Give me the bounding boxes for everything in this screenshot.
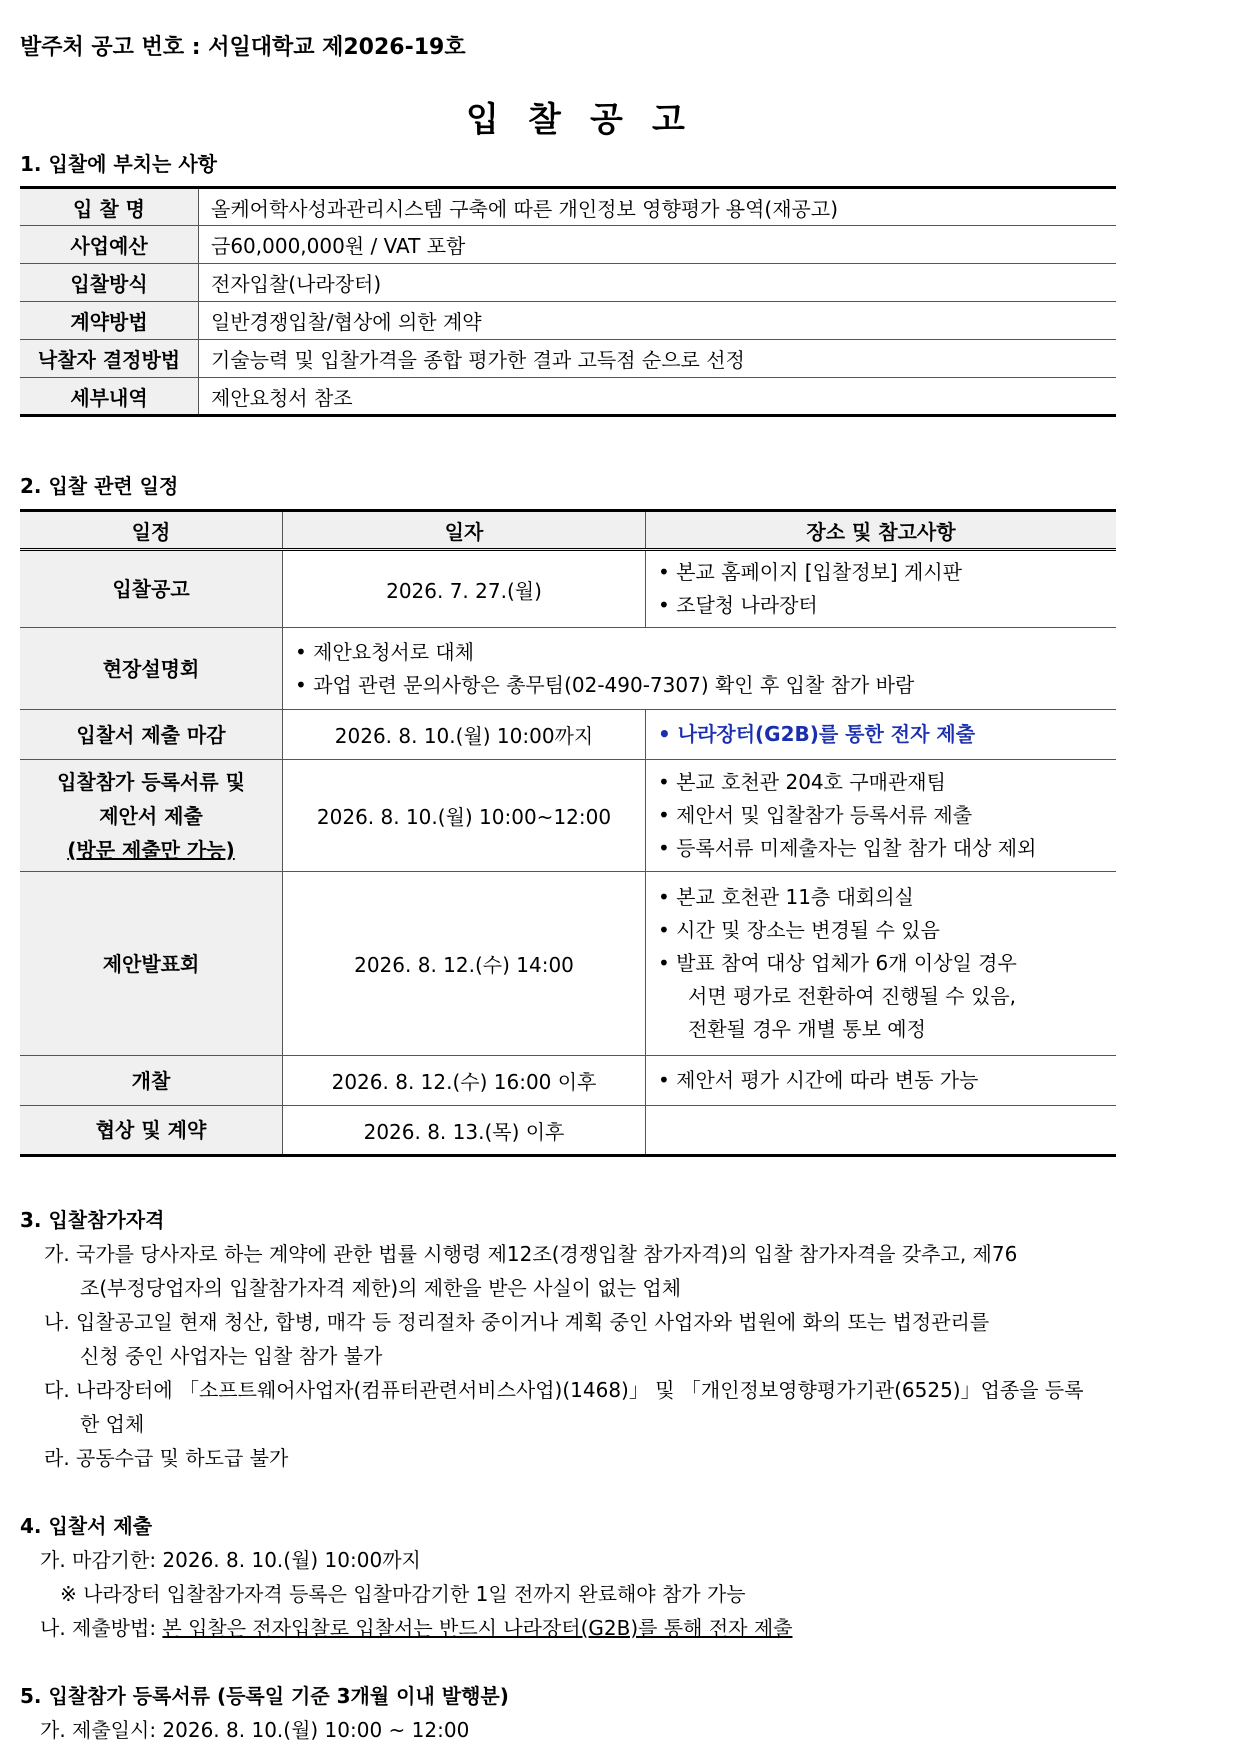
note-item: • 과업 관련 문의사항은 총무팀(02-490-7307) 확인 후 입찰 참가 바람 — [295, 669, 1116, 702]
schedule-notes — [646, 1106, 1117, 1156]
schedule-date: 2026. 8. 10.(월) 10:00~12:00 — [283, 760, 646, 872]
qualification-item-cont: 한 업체 — [80, 1412, 145, 1436]
method-value: 본 입찰은 전자입찰로 입찰서는 반드시 나라장터(G2B)를 통해 전자 제출 — [162, 1616, 793, 1640]
table-row — [20, 550, 1116, 628]
table-row — [20, 1106, 1116, 1156]
section5-heading: 5. 입찰참가 등록서류 (등록일 기준 3개월 이내 발행분) — [20, 1684, 509, 1708]
schedule-name: 입찰서 제출 마감 — [20, 710, 283, 760]
note-item: • 본교 호천관 11층 대회의실 — [658, 881, 1116, 914]
table-row — [20, 264, 1116, 302]
method-line — [40, 1612, 792, 1641]
title-char: 공 — [590, 100, 623, 140]
row-value: 일반경쟁입찰/협상에 의한 계약 — [199, 302, 1117, 340]
notice-number: 발주처 공고 번호 : 서일대학교 제2026-19호 — [20, 35, 466, 60]
note-item: • 발표 참여 대상 업체가 6개 이상일 경우 — [658, 947, 1116, 980]
schedule-name: 협상 및 계약 — [20, 1106, 283, 1156]
table-row — [20, 628, 1116, 710]
table-row — [20, 760, 1116, 872]
column-header: 장소 및 참고사항 — [646, 511, 1117, 550]
deadline-line: 가. 마감기한: 2026. 8. 10.(월) 10:00까지 — [40, 1548, 421, 1572]
row-value: 금60,000,000원 / VAT 포함 — [199, 226, 1117, 264]
note-continuation: 전환될 경우 개별 통보 예정 — [688, 1017, 926, 1041]
table-row — [20, 710, 1116, 760]
table-row — [20, 340, 1116, 378]
schedule-date: 2026. 7. 27.(월) — [283, 550, 646, 628]
note-item: • 등록서류 미제출자는 입찰 참가 대상 제외 — [658, 832, 1116, 865]
note-continuation: 서면 평가로 전환하여 진행될 수 있음, — [688, 984, 1016, 1008]
table-header-row — [20, 511, 1116, 550]
section3-heading: 3. 입찰참가자격 — [20, 1208, 165, 1232]
row-key: 사업예산 — [20, 226, 199, 264]
schedule-table — [20, 509, 1116, 1157]
schedule-notes — [646, 550, 1117, 628]
schedule-name: 현장설명회 — [20, 628, 283, 710]
name-line: 입찰참가 등록서류 및 — [57, 769, 245, 794]
schedule-notes — [646, 710, 1117, 760]
title-char: 입 — [466, 100, 499, 140]
schedule-date: 2026. 8. 12.(수) 16:00 이후 — [283, 1056, 646, 1106]
row-key: 입찰방식 — [20, 264, 199, 302]
schedule-date: 2026. 8. 10.(월) 10:00까지 — [283, 710, 646, 760]
table-row — [20, 226, 1116, 264]
note-item: • 제안요청서로 대체 — [295, 636, 1116, 669]
schedule-name: 개찰 — [20, 1056, 283, 1106]
bid-summary-table — [20, 186, 1116, 417]
qualification-item: 나. 입찰공고일 현재 청산, 합병, 매각 등 정리절차 중이거나 계획 중인 사업자와 법원에 화의 또는 법정관리를 — [44, 1310, 990, 1334]
schedule-date: 2026. 8. 12.(수) 14:00 — [283, 872, 646, 1056]
submission-time-line: 가. 제출일시: 2026. 8. 10.(월) 10:00 ~ 12:00 — [40, 1718, 470, 1742]
schedule-name: 입찰공고 — [20, 550, 283, 628]
qualification-item-cont: 신청 중인 사업자는 입찰 참가 불가 — [80, 1344, 383, 1368]
section1-heading: 1. 입찰에 부치는 사항 — [20, 152, 217, 176]
schedule-notes — [646, 872, 1117, 1056]
note-item: • 본교 호천관 204호 구매관재팀 — [658, 766, 1116, 799]
column-header: 일정 — [20, 511, 283, 550]
title-char: 찰 — [528, 100, 561, 140]
row-key: 입 찰 명 — [20, 188, 199, 226]
section2-heading: 2. 입찰 관련 일정 — [20, 474, 179, 498]
table-row — [20, 302, 1116, 340]
row-value: 전자입찰(나라장터) — [199, 264, 1117, 302]
schedule-notes — [646, 1056, 1117, 1106]
schedule-name: 제안발표회 — [20, 872, 283, 1056]
row-value: 기술능력 및 입찰가격을 종합 평가한 결과 고득점 순으로 선정 — [199, 340, 1117, 378]
row-key: 낙찰자 결정방법 — [20, 340, 199, 378]
schedule-notes — [646, 760, 1117, 872]
row-value: 올케어학사성과관리시스템 구축에 따른 개인정보 영향평가 용역(재공고) — [199, 188, 1117, 226]
row-key: 계약방법 — [20, 302, 199, 340]
table-row — [20, 872, 1116, 1056]
qualification-item: 라. 공동수급 및 하도급 불가 — [44, 1446, 289, 1470]
note-item: • 조달청 나라장터 — [658, 589, 1116, 622]
note-item: • 시간 및 장소는 변경될 수 있음 — [658, 914, 1116, 947]
note-item: • 나라장터(G2B)를 통한 전자 제출 — [658, 718, 1116, 751]
qualification-item: 다. 나라장터에 「소프트웨어사업자(컴퓨터관련서비스사업)(1468)」 및 「개인정보영향평가기관(6525)」업종을 등록 — [44, 1378, 1084, 1402]
table-row — [20, 1056, 1116, 1106]
note-item: • 제안서 및 입찰참가 등록서류 제출 — [658, 799, 1116, 832]
schedule-notes — [283, 628, 1117, 710]
table-row — [20, 378, 1116, 416]
method-label: 나. 제출방법: — [40, 1616, 163, 1640]
note-item: • 제안서 평가 시간에 따라 변동 가능 — [658, 1064, 1116, 1097]
qualification-item-cont: 조(부정당업자의 입찰참가자격 제한)의 제한을 받은 사실이 없는 업체 — [80, 1276, 682, 1300]
row-value: 제안요청서 참조 — [199, 378, 1117, 416]
table-row — [20, 188, 1116, 226]
name-line: (방문 제출만 가능) — [67, 837, 235, 862]
title-char: 고 — [652, 100, 685, 140]
name-line: 제안서 제출 — [99, 803, 203, 828]
row-key: 세부내역 — [20, 378, 199, 416]
section4-heading: 4. 입찰서 제출 — [20, 1514, 153, 1538]
column-header: 일자 — [283, 511, 646, 550]
schedule-date: 2026. 8. 13.(목) 이후 — [283, 1106, 646, 1156]
note-item: • 본교 홈페이지 [입찰정보] 게시판 — [658, 556, 1116, 589]
schedule-name — [20, 760, 283, 872]
registration-note: ※ 나라장터 입찰참가자격 등록은 입찰마감기한 1일 전까지 완료해야 참가 가능 — [60, 1582, 746, 1606]
qualification-item: 가. 국가를 당사자로 하는 계약에 관한 법률 시행령 제12조(경쟁입찰 참가자격)의 입찰 참가자격을 갖추고, 제76 — [44, 1242, 1018, 1266]
